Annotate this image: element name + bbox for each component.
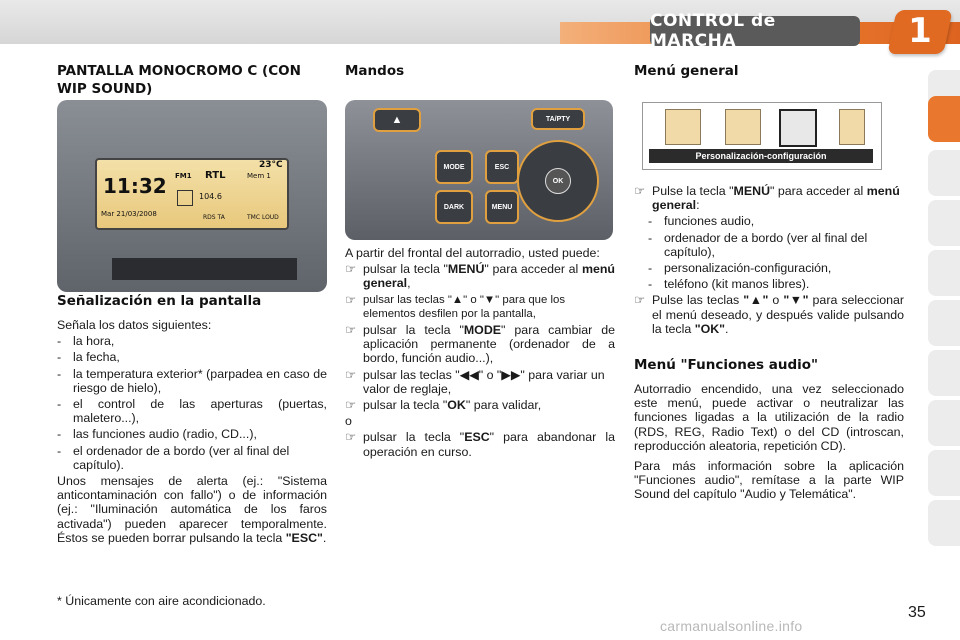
alert-paragraph: Unos mensajes de alerta (ej.: "Sistema anticontaminación con fallo") o de información (ej.: "Iluminación automática de los faros activada") pueden aparecer temporalmente. Éstos se pueden borrar pulsando la tecla "ESC". [57, 474, 327, 545]
hand-icon: ☞ [345, 292, 357, 307]
sub-item: - ordenador de a bordo (ver al final del capítulo), [648, 230, 868, 259]
display-rds: RDS TA [203, 214, 225, 221]
side-tab[interactable] [928, 150, 960, 196]
col3-audio-body [634, 382, 904, 504]
more-info-paragraph: Para más información sobre la aplicación "Funciones audio", remítase a la parte WIP Sound del capítulo "Audio y Telemática". [634, 459, 904, 502]
hand-icon: ☞ [345, 262, 357, 277]
list-item: ☞ pulsar las teclas "◀◀" o "▶▶" para variar un valor de reglaje, [345, 367, 605, 396]
list-item: - las funciones audio (radio, CD...), [57, 427, 257, 442]
list-item: - el ordenador de a bordo (ver al final del capítulo). [57, 443, 290, 472]
col2-body [345, 246, 615, 461]
menu-button: MENU [485, 190, 519, 224]
side-tab[interactable] [928, 450, 960, 496]
intro-text: Señala los datos siguientes: [57, 318, 212, 332]
side-tab[interactable] [928, 500, 960, 546]
hand-icon: ☞ [634, 293, 646, 308]
cd-slot [112, 258, 297, 280]
list-item: ☞ pulsar la tecla "OK" para validar, [345, 398, 542, 413]
section-heading-display: PANTALLA MONOCROMO C (CON WIP SOUND) [57, 63, 301, 97]
intro-text: A partir del frontal del autorradio, usted puede: [345, 246, 600, 260]
mode-button: MODE [435, 150, 473, 184]
display-frequency: 104.6 [199, 192, 222, 201]
display-tmc: TMC LOUD [247, 214, 279, 221]
chapter-title: CONTROL de MARCHA [650, 16, 860, 46]
ta-pty-button: TA/PTY [531, 108, 585, 130]
subheading-signals: Señalización en la pantalla [57, 293, 262, 309]
list-item: - la fecha, [57, 350, 120, 365]
list-item: ☞ pulsar las teclas "▲" o "▼" para que los elementos desfilen por la pantalla, [345, 292, 566, 320]
col1-body [57, 318, 327, 547]
section-heading-general-menu: Menú general [634, 63, 739, 79]
list-item: - la hora, [57, 334, 115, 349]
side-tab[interactable] [928, 350, 960, 396]
or-text: o [345, 414, 352, 429]
audio-icon [665, 109, 701, 145]
dark-button: DARK [435, 190, 473, 224]
side-tab[interactable] [928, 300, 960, 346]
list-item: - el control de las aperturas (puertas, maletero...), [57, 397, 327, 426]
side-tab[interactable] [928, 250, 960, 296]
menu-selection-bar: Personalización-configuración [649, 149, 873, 163]
sub-item: - personalización-configuración, [648, 261, 832, 276]
hand-icon: ☞ [345, 323, 357, 338]
side-tabs [928, 70, 960, 570]
col3-body [634, 182, 904, 338]
page-number: 35 [908, 604, 926, 621]
sub-item: - teléfono (kit manos libres). [648, 277, 810, 292]
hand-icon: ☞ [345, 430, 357, 445]
display-date: Mar 21/03/2008 [101, 210, 157, 218]
display-memory: Mem 1 [247, 172, 271, 180]
list-item: - la temperatura exterior* (parpadea en caso de riesgo de hielo), [57, 366, 327, 395]
section-heading-controls: Mandos [345, 63, 405, 79]
ok-button: OK [545, 168, 571, 194]
list-item: ☞ pulsar la tecla "MENÚ" para acceder al menú general, [345, 262, 615, 291]
display-station: RTL [205, 170, 226, 181]
display-photo [57, 100, 327, 292]
sub-item: - funciones audio, [648, 214, 755, 229]
controls-photo [345, 100, 613, 240]
esc-button: ESC [485, 150, 519, 184]
list-item: ☞ pulsar la tecla "ESC" para abandonar la operación en curso. [345, 430, 615, 459]
eject-button: ▲ [373, 108, 421, 132]
menu-screen-photo [642, 102, 882, 170]
side-tab[interactable] [928, 400, 960, 446]
side-tab[interactable] [928, 200, 960, 246]
hand-icon: ☞ [345, 367, 357, 382]
audio-paragraph: Autorradio encendido, una vez seleccionado este menú, puede activar o neutralizar las funciones ligadas a la utilización de la radio (RDS, REG, Radio Text) o del CD (introscan, reproducción aleatoria, repetición CD). [634, 382, 904, 453]
subheading-audio-functions: Menú "Funciones audio" [634, 357, 819, 373]
watermark: carmanualsonline.info [660, 618, 803, 634]
display-temperature: 23°C [259, 160, 283, 170]
hand-icon: ☞ [345, 398, 357, 413]
list-item: ☞ Pulse las teclas "▲" o "▼" para seleccionar el menú deseado, y después valide pulsando la tecla "OK". [634, 293, 905, 336]
hand-icon: ☞ [634, 184, 646, 198]
list-item: ☞ pulsar la tecla "MODE" para cambiar de aplicación permanente (ordenador de a bordo, función audio...), [345, 323, 615, 366]
phone-icon [839, 109, 865, 145]
side-tab-active[interactable] [928, 96, 960, 142]
display-screen [95, 158, 289, 230]
display-time: 11:32 [103, 174, 167, 198]
trip-computer-icon [725, 109, 761, 145]
settings-icon [779, 109, 817, 147]
list-item: ☞ Pulse la tecla "MENÚ" para acceder al menú general: [634, 184, 900, 213]
display-band: FM1 [175, 172, 192, 180]
door-status-icon [177, 190, 193, 206]
chapter-number: 1 [908, 11, 932, 51]
footnote: * Únicamente con aire acondicionado. [57, 594, 266, 608]
